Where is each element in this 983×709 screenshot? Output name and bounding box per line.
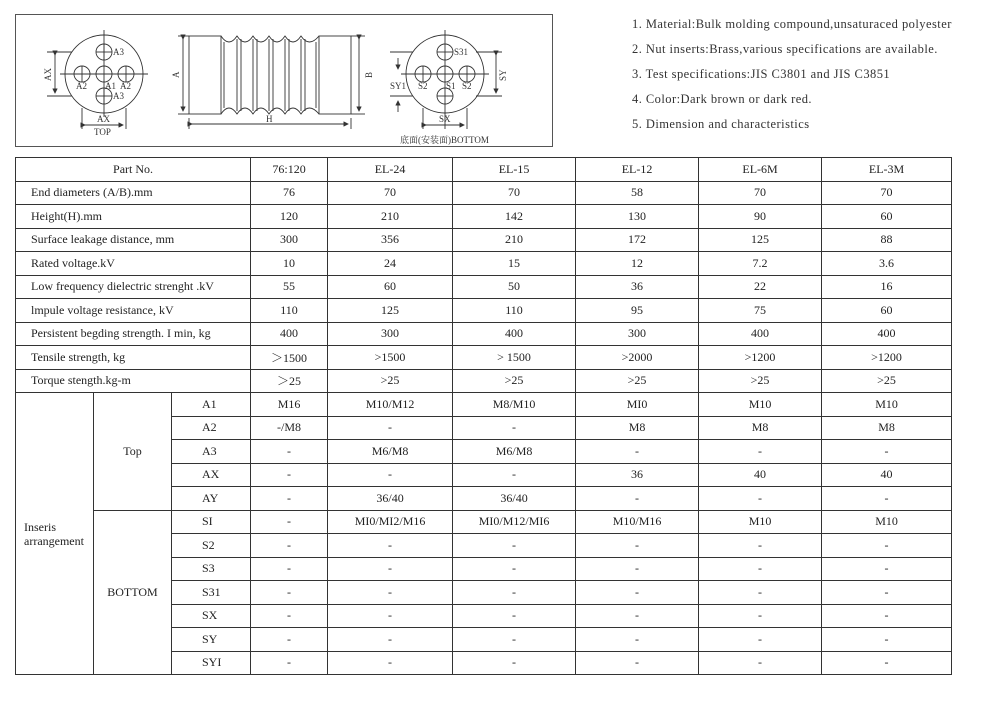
insert-group-label: Inseris arrangement — [16, 393, 94, 675]
insert-cell: - — [699, 628, 822, 652]
insert-cell: M8 — [822, 416, 952, 440]
insert-cell: - — [328, 416, 453, 440]
insert-key: AY — [172, 487, 251, 511]
spec-cell: 88 — [822, 228, 952, 252]
part-no-header: Part No. — [16, 158, 251, 182]
insert-key: SI — [172, 510, 251, 534]
spec-cell: >1200 — [699, 346, 822, 370]
spec-notes — [632, 14, 982, 139]
insert-cell: MI0/MI2/M16 — [328, 510, 453, 534]
spec-cell: 210 — [453, 228, 576, 252]
spec-row — [16, 346, 952, 370]
bottom-label-sx: SX — [439, 114, 451, 124]
insert-key: SYI — [172, 651, 251, 675]
top-label-a2-right: A2 — [120, 81, 131, 91]
insert-cell: - — [328, 604, 453, 628]
dimension-drawing — [16, 15, 554, 148]
spec-row — [16, 252, 952, 276]
insert-key: S2 — [172, 534, 251, 558]
bottom-label-sy1: SY1 — [390, 81, 407, 91]
top-label-a1: A1 — [105, 81, 116, 91]
spec-cell: 70 — [453, 181, 576, 205]
spec-row-label: End diameters (A/B).mm — [16, 181, 251, 205]
spec-cell: >25 — [699, 369, 822, 393]
insert-cell: - — [576, 581, 699, 605]
spec-row — [16, 205, 952, 229]
insert-key: S31 — [172, 581, 251, 605]
side-label-a: A — [171, 71, 181, 78]
insert-key: AX — [172, 463, 251, 487]
spec-cell: >25 — [576, 369, 699, 393]
spec-cell: 300 — [328, 322, 453, 346]
insert-cell: - — [453, 604, 576, 628]
note-material: 1. Material:Bulk molding compound,unsaturaced polyester — [632, 17, 952, 31]
spec-cell: 12 — [576, 252, 699, 276]
note-dimension: 5. Dimension and characteristics — [632, 117, 810, 131]
top-label-ax-vertical: AX — [43, 68, 53, 81]
top-label-a3-lower: A3 — [113, 91, 124, 101]
spec-row-label: Torque stength.kg-m — [16, 369, 251, 393]
dimension-diagram — [15, 14, 553, 147]
part-header: EL-24 — [328, 158, 453, 182]
spec-cell: 15 — [453, 252, 576, 276]
insert-cell: - — [453, 557, 576, 581]
spec-row — [16, 322, 952, 346]
insert-cell: 36/40 — [328, 487, 453, 511]
insert-cell: - — [822, 440, 952, 464]
spec-cell: 58 — [576, 181, 699, 205]
spec-row-label: Surface leakage distance, mm — [16, 228, 251, 252]
spec-cell: 16 — [822, 275, 952, 299]
insert-cell: - — [251, 534, 328, 558]
insert-section-bottom: BOTTOM — [94, 510, 172, 675]
insert-cell: - — [576, 557, 699, 581]
insert-cell: MI0 — [576, 393, 699, 417]
insert-cell: - — [328, 534, 453, 558]
spec-cell: > 1500 — [453, 346, 576, 370]
insert-cell: M10 — [822, 510, 952, 534]
insert-cell: - — [251, 463, 328, 487]
spec-cell: 125 — [328, 299, 453, 323]
spec-cell: >25 — [822, 369, 952, 393]
insert-cell: - — [699, 604, 822, 628]
spec-cell: 120 — [251, 205, 328, 229]
spec-row — [16, 181, 952, 205]
spec-cell: 356 — [328, 228, 453, 252]
spec-cell: 95 — [576, 299, 699, 323]
note-color: 4. Color:Dark brown or dark red. — [632, 92, 812, 106]
part-header: EL-6M — [699, 158, 822, 182]
insert-cell: - — [699, 487, 822, 511]
insert-cell: M16 — [251, 393, 328, 417]
bottom-label-sy: SY — [498, 69, 508, 81]
insert-cell: MI0/M12/MI6 — [453, 510, 576, 534]
spec-cell: 22 — [699, 275, 822, 299]
insert-cell: - — [328, 581, 453, 605]
insert-cell: - — [699, 557, 822, 581]
spec-cell: >25 — [453, 369, 576, 393]
note-nut-inserts: 2. Nut inserts:Brass,various specifications are available. — [632, 42, 938, 56]
spec-cell: 70 — [699, 181, 822, 205]
spec-cell: 24 — [328, 252, 453, 276]
top-label-ax-horizontal: AX — [97, 114, 110, 124]
insert-section-top: Top — [94, 393, 172, 511]
spec-cell: 300 — [251, 228, 328, 252]
insert-cell: M8 — [576, 416, 699, 440]
spec-cell: 400 — [453, 322, 576, 346]
spec-cell: >25 — [328, 369, 453, 393]
insert-cell: - — [251, 440, 328, 464]
spec-row-label: lmpule voltage resistance, kV — [16, 299, 251, 323]
spec-cell: ＞25 — [251, 369, 328, 393]
insert-cell: - — [576, 604, 699, 628]
bottom-label-s31: S31 — [454, 47, 469, 57]
spec-cell: 36 — [576, 275, 699, 299]
insert-key: SX — [172, 604, 251, 628]
spec-cell: 110 — [453, 299, 576, 323]
spec-cell: 60 — [328, 275, 453, 299]
insert-cell: M8/M10 — [453, 393, 576, 417]
insert-cell: - — [453, 463, 576, 487]
insert-cell: 40 — [822, 463, 952, 487]
insert-cell: - — [453, 628, 576, 652]
insert-cell: 36 — [576, 463, 699, 487]
note-test-specifications: 3. Test specifications:JIS C3801 and JIS C3851 — [632, 67, 891, 81]
spec-row-label: Low frequency dielectric strenght .kV — [16, 275, 251, 299]
bottom-label-s1: S1 — [446, 81, 456, 91]
insert-cell: - — [328, 628, 453, 652]
insert-cell: M10/M12 — [328, 393, 453, 417]
spec-cell: 60 — [822, 205, 952, 229]
insert-cell: - — [822, 651, 952, 675]
insert-cell: M10 — [822, 393, 952, 417]
spec-cell: ＞1500 — [251, 346, 328, 370]
insert-cell: M10/M16 — [576, 510, 699, 534]
spec-cell: 400 — [251, 322, 328, 346]
spec-cell: 130 — [576, 205, 699, 229]
spec-row-label: Tensile strength, kg — [16, 346, 251, 370]
spec-cell: 70 — [328, 181, 453, 205]
header-row — [16, 158, 952, 182]
insert-cell: - — [822, 487, 952, 511]
insert-cell: - — [453, 416, 576, 440]
top-label-a3-upper: A3 — [113, 47, 124, 57]
insert-cell: - — [453, 651, 576, 675]
bottom-label-s2-right: S2 — [462, 81, 472, 91]
spec-cell: 172 — [576, 228, 699, 252]
insert-cell: - — [328, 651, 453, 675]
insert-cell: - — [251, 510, 328, 534]
spec-row — [16, 299, 952, 323]
spec-row-label: Height(H).mm — [16, 205, 251, 229]
spec-row — [16, 228, 952, 252]
part-header: 76:120 — [251, 158, 328, 182]
insert-cell: - — [576, 534, 699, 558]
spec-cell: 70 — [822, 181, 952, 205]
insert-cell: 36/40 — [453, 487, 576, 511]
spec-cell: 10 — [251, 252, 328, 276]
insert-cell: - — [328, 463, 453, 487]
spec-row — [16, 369, 952, 393]
spec-row — [16, 275, 952, 299]
insert-cell: - — [822, 581, 952, 605]
insert-cell: -/M8 — [251, 416, 328, 440]
insert-cell: - — [699, 651, 822, 675]
spec-cell: 50 — [453, 275, 576, 299]
insert-key: A2 — [172, 416, 251, 440]
top-label-a2-left: A2 — [76, 81, 87, 91]
spec-cell: 55 — [251, 275, 328, 299]
insert-cell: - — [453, 534, 576, 558]
spec-cell: 60 — [822, 299, 952, 323]
spec-cell: 90 — [699, 205, 822, 229]
spec-cell: 400 — [699, 322, 822, 346]
insert-cell: - — [822, 557, 952, 581]
insert-cell: - — [251, 604, 328, 628]
insert-cell: - — [251, 651, 328, 675]
insert-cell: M6/M8 — [453, 440, 576, 464]
spec-cell: 142 — [453, 205, 576, 229]
insert-cell: - — [251, 628, 328, 652]
bottom-view-caption: 底面(安装面)BOTTOM — [400, 135, 489, 145]
part-header: EL-15 — [453, 158, 576, 182]
spec-cell: 75 — [699, 299, 822, 323]
insert-cell: - — [822, 534, 952, 558]
insert-cell: - — [576, 628, 699, 652]
part-header: EL-12 — [576, 158, 699, 182]
bottom-label-s2-left: S2 — [418, 81, 428, 91]
insert-cell: - — [699, 581, 822, 605]
spec-cell: 76 — [251, 181, 328, 205]
insert-cell: - — [822, 628, 952, 652]
insert-key: A3 — [172, 440, 251, 464]
part-header: EL-3M — [822, 158, 952, 182]
spec-cell: 3.6 — [822, 252, 952, 276]
insert-cell: - — [822, 604, 952, 628]
insert-cell: - — [251, 581, 328, 605]
insert-cell: - — [453, 581, 576, 605]
spec-cell: 300 — [576, 322, 699, 346]
insert-row — [16, 393, 952, 417]
insert-key: A1 — [172, 393, 251, 417]
insert-cell: M8 — [699, 416, 822, 440]
insert-cell: 40 — [699, 463, 822, 487]
specification-table — [15, 157, 952, 675]
insert-cell: - — [328, 557, 453, 581]
top-view-caption: TOP — [94, 127, 111, 137]
insert-cell: M10 — [699, 510, 822, 534]
insert-cell: - — [699, 534, 822, 558]
side-label-b: B — [364, 71, 374, 78]
insert-cell: - — [576, 440, 699, 464]
spec-cell: 7.2 — [699, 252, 822, 276]
insert-cell: M10 — [699, 393, 822, 417]
insert-cell: M6/M8 — [328, 440, 453, 464]
spec-cell: >2000 — [576, 346, 699, 370]
spec-cell: 210 — [328, 205, 453, 229]
insert-key: S3 — [172, 557, 251, 581]
spec-cell: 400 — [822, 322, 952, 346]
spec-cell: >1500 — [328, 346, 453, 370]
spec-cell: >1200 — [822, 346, 952, 370]
insert-cell: - — [251, 487, 328, 511]
insert-cell: - — [576, 651, 699, 675]
insert-key: SY — [172, 628, 251, 652]
insert-cell: - — [251, 557, 328, 581]
insert-row — [16, 510, 952, 534]
spec-row-label: Rated voltage.kV — [16, 252, 251, 276]
spec-row-label: Persistent begding strength. I min, kg — [16, 322, 251, 346]
side-label-h: H — [266, 114, 273, 124]
insert-cell: - — [576, 487, 699, 511]
spec-cell: 125 — [699, 228, 822, 252]
insert-cell: - — [699, 440, 822, 464]
spec-cell: 110 — [251, 299, 328, 323]
